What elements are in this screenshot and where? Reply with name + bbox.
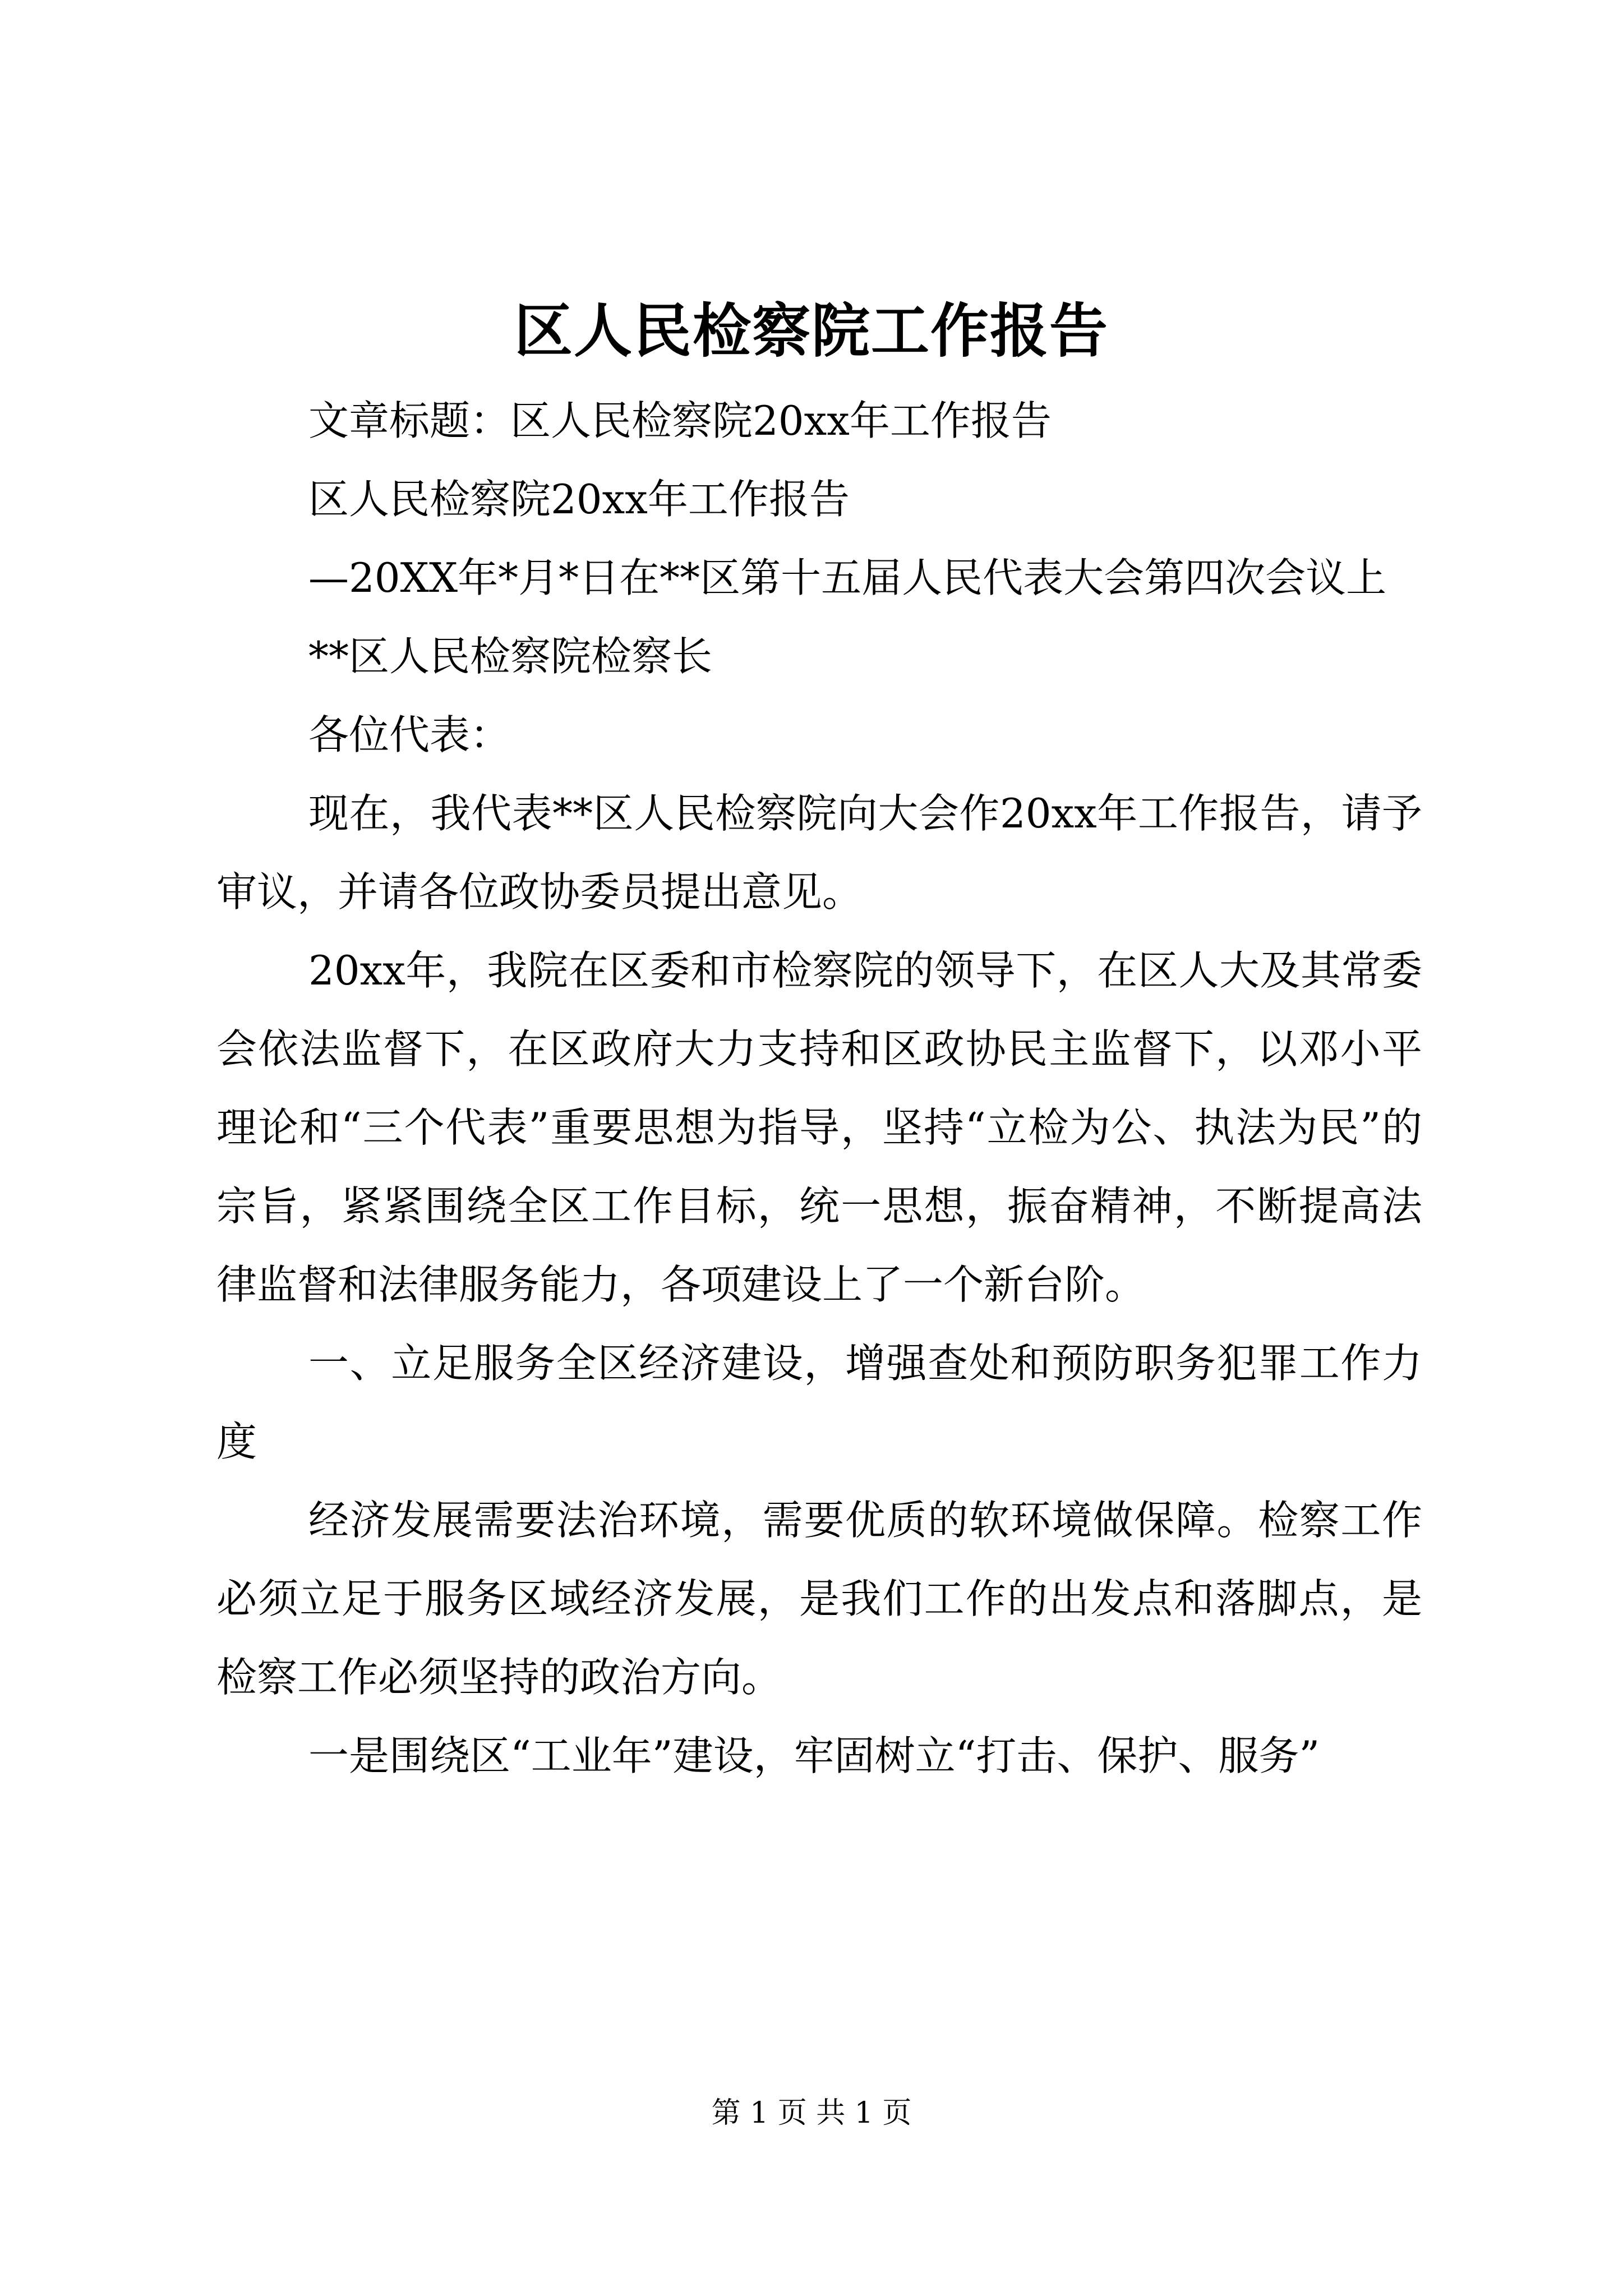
document-title: 区人民检察院工作报告 <box>514 296 1109 365</box>
paragraph-section-1: 经济发展需要法治环境，需要优质的软环境做保障。检察工作必须立足于服务区域经济发展，是我们工作的出发点和落脚点，是检察工作必须坚持的政治方向。 <box>216 1497 1422 1701</box>
paragraph-summary: 20xx年，我院在区委和市检察院的领导下，在区人大及其常委会依法监督下，在区政府大力支持和区政协民主监督下，以邓小平理论和“三个代表”重要思想为指导，坚持“立检为公、执法为民”的宗旨，紧紧围绕全区工作目标，统一思想，振奋精神，不断提高法律监督和法律服务能力，各项建设上了一个新台阶。 <box>216 947 1422 1308</box>
paragraph-article-title: 文章标题：区人民检察院20xx年工作报告 <box>308 397 1052 444</box>
section-heading-1: 一、立足服务全区经济建设，增强查处和预防职务犯罪工作力度 <box>216 1340 1422 1465</box>
page-footer: 第 1 页 共 1 页 <box>711 2096 912 2130</box>
paragraph-salutation: 各位代表： <box>308 711 511 758</box>
paragraph-meeting-info: —20XX年*月*日在**区第十五届人民代表大会第四次会议上 <box>308 554 1387 601</box>
paragraph-intro: 现在，我代表**区人民检察院向大会作20xx年工作报告，请予审议，并请各位政协委员提出意见。 <box>216 790 1422 915</box>
paragraph-report-title: 区人民检察院20xx年工作报告 <box>308 476 850 523</box>
document-body <box>216 381 1422 1795</box>
paragraph-speaker: **区人民检察院检察长 <box>308 633 713 680</box>
paragraph-point-1: 一是围绕区“工业年”建设，牢固树立“打击、保护、服务” <box>308 1732 1320 1779</box>
